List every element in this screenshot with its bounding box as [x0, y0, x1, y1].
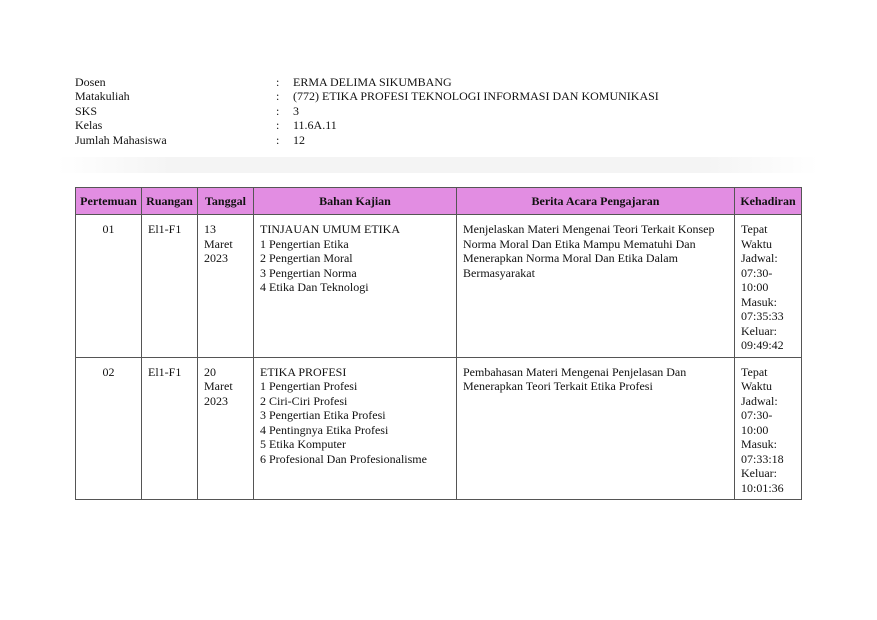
berita-line: Bermasyarakat — [463, 265, 535, 280]
bahan-line: 4 Pentingnya Etika Profesi — [260, 422, 389, 437]
header-tanggal: Tanggal — [198, 188, 254, 215]
bahan-line: TINJAUAN UMUM ETIKA — [260, 222, 400, 236]
kehadiran-line: Jadwal: — [741, 393, 778, 408]
separator-band — [58, 157, 818, 173]
bahan-line: 4 Etika Dan Teknologi — [260, 280, 369, 294]
info-label: Dosen — [75, 75, 106, 89]
kehadiran-line: Jadwal: — [741, 251, 778, 265]
tanggal-line: 2023 — [204, 251, 228, 265]
kehadiran-line: Waktu — [741, 379, 773, 393]
header-berita-acara: Berita Acara Pengajaran — [457, 188, 735, 215]
cell-kehadiran — [735, 215, 802, 358]
berita-line: Menjelaskan Materi Mengenai Teori Terkait Konsep — [463, 222, 715, 236]
info-row-sks — [75, 104, 659, 118]
kehadiran-line: 10:00 — [741, 280, 769, 294]
bahan-line: 2 Ciri-Ciri Profesi — [260, 393, 348, 408]
info-label: SKS — [75, 103, 98, 118]
tanggal-line: 13 — [204, 222, 216, 236]
tanggal-line: 20 — [204, 364, 216, 379]
kehadiran-line: 07:35:33 — [741, 309, 784, 323]
info-colon: : — [276, 103, 280, 118]
info-colon: : — [276, 89, 280, 104]
kehadiran-line: 10:01:36 — [741, 480, 784, 495]
attendance-table — [75, 187, 802, 500]
kehadiran-line: 07:30- — [741, 265, 773, 280]
info-label: Kelas — [75, 118, 103, 133]
info-colon: : — [276, 75, 280, 89]
info-label: Jumlah Mahasiswa — [75, 132, 167, 147]
cell-ruangan: El1-F1 — [142, 215, 198, 358]
bahan-line: 1 Pengertian Profesi — [260, 379, 358, 393]
tanggal-line: Maret — [204, 236, 233, 251]
info-row-jumlah-mahasiswa — [75, 133, 659, 147]
info-value: 12 — [293, 132, 305, 147]
info-value: ERMA DELIMA SIKUMBANG — [293, 75, 452, 89]
berita-line: Norma Moral Dan Etika Mampu Mematuhi Dan — [463, 236, 696, 251]
cell-tanggal — [198, 357, 254, 500]
berita-line: Menerapkan Norma Moral Dan Etika Dalam — [463, 251, 678, 265]
bahan-line: 2 Pengertian Moral — [260, 251, 353, 265]
berita-line: Pembahasan Materi Mengenai Penjelasan Dan — [463, 364, 687, 379]
kehadiran-line: Tepat — [741, 222, 768, 236]
table-header-row — [76, 188, 802, 215]
info-colon: : — [276, 132, 280, 147]
info-value: 11.6A.11 — [293, 118, 337, 133]
course-info — [75, 75, 659, 147]
bahan-line: ETIKA PROFESI — [260, 364, 347, 379]
kehadiran-line: 07:30- — [741, 408, 773, 422]
berita-line: Menerapkan Teori Terkait Etika Profesi — [463, 379, 653, 393]
info-row-kelas — [75, 118, 659, 132]
kehadiran-line: Keluar: — [741, 466, 777, 480]
cell-kehadiran — [735, 357, 802, 500]
info-value: (772) ETIKA PROFESI TEKNOLOGI INFORMASI DAN KOMUNIKASI — [293, 89, 659, 104]
cell-pertemuan: 01 — [76, 215, 142, 358]
header-pertemuan: Pertemuan — [76, 188, 142, 215]
kehadiran-line: 10:00 — [741, 422, 769, 437]
bahan-line: 1 Pengertian Etika — [260, 236, 349, 251]
table-row — [76, 357, 802, 500]
info-row-dosen — [75, 75, 659, 89]
header-bahan-kajian: Bahan Kajian — [254, 188, 457, 215]
tanggal-line: Maret — [204, 379, 233, 393]
bahan-line: 6 Profesional Dan Profesionalisme — [260, 451, 427, 466]
bahan-line: 3 Pengertian Etika Profesi — [260, 408, 386, 422]
cell-bahan-kajian — [254, 357, 457, 500]
cell-berita-acara — [457, 357, 735, 500]
cell-bahan-kajian — [254, 215, 457, 358]
cell-ruangan: El1-F1 — [142, 357, 198, 500]
header-ruangan: Ruangan — [142, 188, 198, 215]
cell-pertemuan: 02 — [76, 357, 142, 500]
kehadiran-line: Masuk: — [741, 437, 777, 451]
kehadiran-line: Masuk: — [741, 294, 777, 309]
info-colon: : — [276, 118, 280, 133]
info-row-matakuliah — [75, 89, 659, 103]
bahan-line: 3 Pengertian Norma — [260, 265, 357, 280]
header-kehadiran: Kehadiran — [735, 188, 802, 215]
kehadiran-line: Waktu — [741, 236, 773, 251]
table-row — [76, 215, 802, 358]
cell-berita-acara — [457, 215, 735, 358]
bahan-line: 5 Etika Komputer — [260, 437, 346, 451]
kehadiran-line: Keluar: — [741, 323, 777, 338]
info-label: Matakuliah — [75, 89, 130, 104]
kehadiran-line: Tepat — [741, 364, 768, 379]
kehadiran-line: 07:33:18 — [741, 451, 784, 466]
cell-tanggal — [198, 215, 254, 358]
tanggal-line: 2023 — [204, 393, 228, 408]
kehadiran-line: 09:49:42 — [741, 338, 784, 352]
info-value: 3 — [293, 103, 299, 118]
